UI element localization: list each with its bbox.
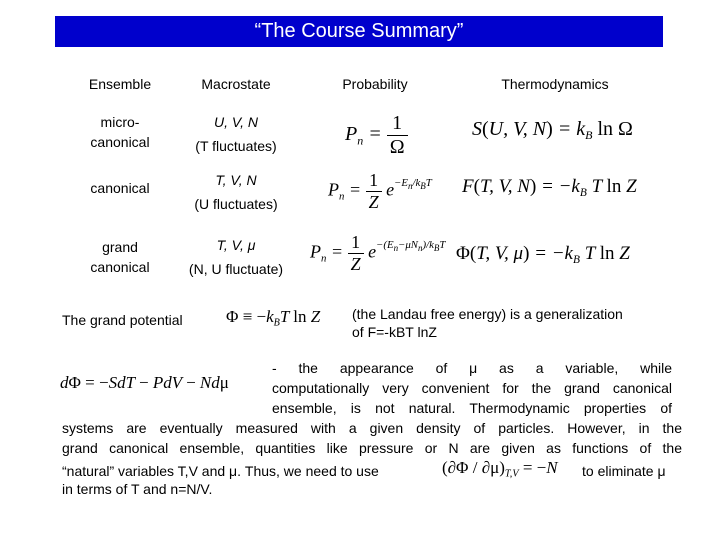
paragraph-line-6: “natural” variables T,V and μ. Thus, we need to use xyxy=(62,463,379,479)
paragraph-line-5: grand canonical ensemble, quantities like pressure or N are given as functions of the xyxy=(62,440,682,456)
header-probability: Probability xyxy=(342,76,408,92)
grand-potential-formula: Φ(T, V, $\mu) = -k_B$ T ln Z xyxy=(456,243,630,266)
paragraph-line-7: in terms of T and n=N/V. xyxy=(62,481,213,497)
row1-ensemble: micro- canonical xyxy=(90,114,150,150)
row2-ensemble: canonical xyxy=(90,180,150,196)
paragraph-line-4: systems are eventually measured with a given density of particles. However, in the xyxy=(62,420,682,436)
landau-free-energy-note: (the Landau free energy) is a generalization of F=-kBT lnZ xyxy=(352,306,623,340)
number-derivative-formula: $(\partial\Phi / \partial\mu)_{T,V} = -N$ xyxy=(442,458,558,480)
row2-macrostate: T, V, N (U fluctuates) xyxy=(194,172,278,212)
header-thermodynamics: Thermodynamics xyxy=(501,76,609,92)
header-ensemble: Ensemble xyxy=(88,76,152,92)
grand-potential-definition: $\Phi \equiv -k_BT$ ln Z xyxy=(226,307,321,329)
header-macrostate: Macrostate xyxy=(201,76,271,92)
paragraph-line-3: ensemble, is not natural. Thermodynamic properties of xyxy=(272,400,672,416)
slide-title: “The Course Summary” xyxy=(55,16,663,47)
paragraph-line-6b: to eliminate μ xyxy=(582,463,666,479)
row3-macrostate: T, V, μ (N, U fluctuate) xyxy=(188,237,284,277)
row1-macrostate: U, V, N (T fluctuates) xyxy=(195,114,277,154)
grand-potential-differential: dΦ = −SdT − PdV − Ndμ xyxy=(60,373,229,392)
grand-canonical-probability-formula: $P_n$ = $\frac{1}{Z}$ $e^{-(E_n-\mu N_n)/k_BT}$ xyxy=(310,232,446,274)
microcanonical-probability-formula: $P_n$ = $\frac{1}{\Omega}$ xyxy=(345,112,408,159)
row3-ensemble: grand canonical xyxy=(90,239,150,275)
grand-potential-label: The grand potential xyxy=(62,312,183,328)
canonical-probability-formula: $P_n$ = $\frac{1}{Z}$ $e^{-E_n/k_BT}$ xyxy=(328,170,432,212)
paragraph-line-1: - the appearance of μ as a variable, while xyxy=(272,360,672,376)
entropy-formula: S(U, V, $N) = k_B$ ln Ω xyxy=(472,118,633,143)
free-energy-formula: F(T, V, $N) = -k_B$ T ln Z xyxy=(462,176,637,199)
paragraph-line-2: computationally very convenient for the grand canonical xyxy=(272,380,672,396)
